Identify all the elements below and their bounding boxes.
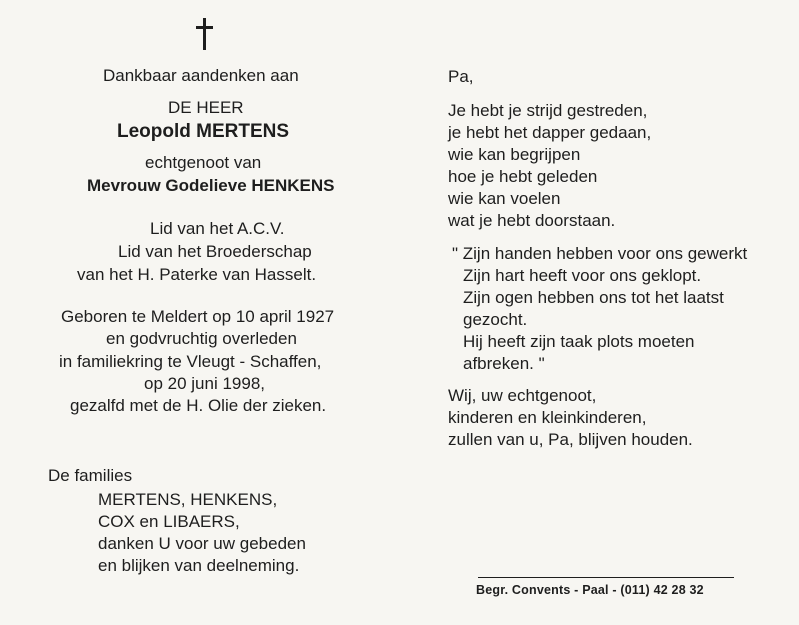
footer-divider	[478, 577, 734, 578]
title-text: DE HEER	[168, 98, 244, 117]
poem-s1-line-4: hoe je hebt geleden	[448, 167, 598, 186]
thanks-line-1: MERTENS, HENKENS,	[98, 490, 278, 509]
poem-s2-line-4: gezocht.	[463, 310, 528, 329]
bio-line-1: Geboren te Meldert op 10 april 1927	[61, 307, 335, 326]
thanks-heading: De families	[48, 466, 133, 485]
poem-s2-line-1: " Zijn handen hebben voor ons gewerkt	[452, 244, 748, 263]
poem-s2-line-5: Hij heeft zijn taak plots moeten	[463, 332, 695, 351]
poem-s2-line-6: afbreken. "	[463, 354, 545, 373]
poem-s3-line-2: kinderen en kleinkinderen,	[448, 408, 647, 427]
poem-s3-line-3: zullen van u, Pa, blijven houden.	[448, 430, 693, 449]
cross-icon	[194, 18, 216, 50]
thanks-line-4: en blijken van deelneming.	[98, 556, 300, 575]
poem-s1-line-3: wie kan begrijpen	[448, 145, 581, 164]
poem-s3-line-1: Wij, uw echtgenoot,	[448, 386, 597, 405]
bio-line-4: op 20 juni 1998,	[144, 374, 265, 393]
intro-text: Dankbaar aandenken aan	[103, 66, 299, 85]
poem-salutation: Pa,	[448, 67, 474, 86]
membership-3: van het H. Paterke van Hasselt.	[77, 265, 317, 284]
membership-1: Lid van het A.C.V.	[150, 219, 285, 238]
poem-s1-line-6: wat je hebt doorstaan.	[448, 211, 616, 230]
bio-line-5: gezalfd met de H. Olie der zieken.	[70, 396, 327, 415]
relation-text: echtgenoot van	[145, 153, 262, 172]
deceased-name: Leopold MERTENS	[117, 121, 290, 142]
bio-line-3: in familiekring te Vleugt - Schaffen,	[59, 352, 322, 371]
thanks-line-3: danken U voor uw gebeden	[98, 534, 306, 553]
footer-printer: Begr. Convents - Paal - (011) 42 28 32	[476, 583, 704, 597]
poem-s1-line-5: wie kan voelen	[448, 189, 561, 208]
poem-s2-line-2: Zijn hart heeft voor ons geklopt.	[463, 266, 702, 285]
poem-s1-line-2: je hebt het dapper gedaan,	[448, 123, 652, 142]
poem-s2-line-3: Zijn ogen hebben ons tot het laatst	[463, 288, 724, 307]
thanks-line-2: COX en LIBAERS,	[98, 512, 240, 531]
poem-s1-line-1: Je hebt je strijd gestreden,	[448, 101, 648, 120]
spouse-name: Mevrouw Godelieve HENKENS	[87, 176, 335, 195]
membership-2: Lid van het Broederschap	[118, 242, 312, 261]
bio-line-2: en godvruchtig overleden	[106, 329, 297, 348]
